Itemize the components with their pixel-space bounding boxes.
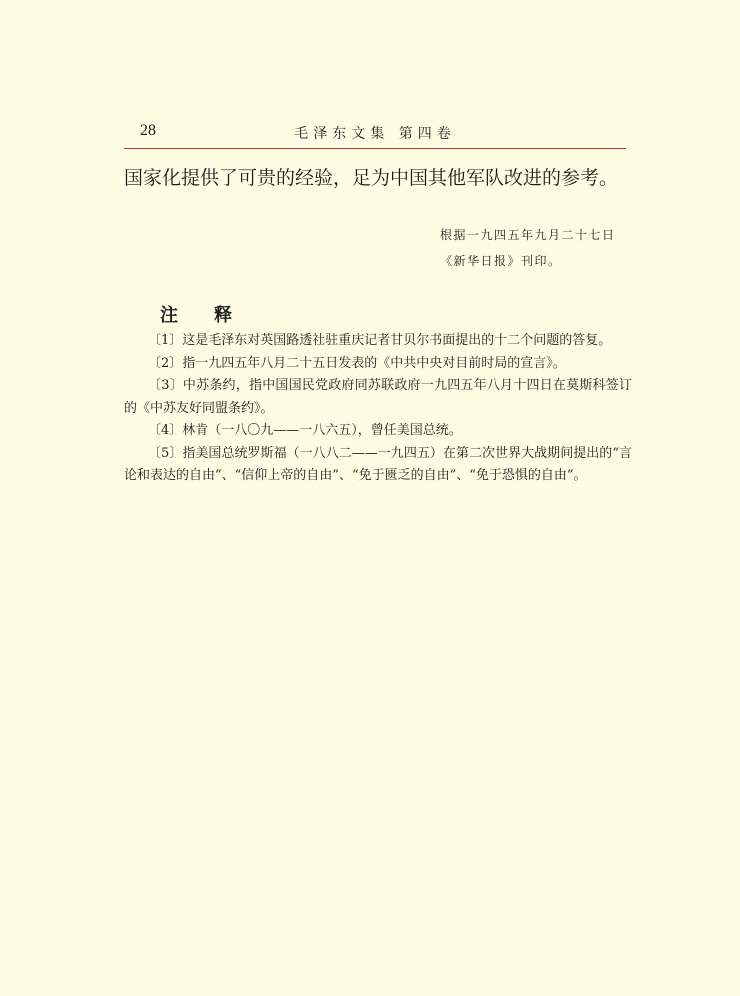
note-item-5: 〔5〕指美国总统罗斯福（一八八二——一九四五）在第二次世界大战期间提出的“言论和表达的自由”、“信仰上帝的自由”、“免于匮乏的自由”、“免于恐惧的自由”。 bbox=[124, 445, 632, 483]
source-line-2: 《新华日报》刊印。 bbox=[440, 254, 562, 268]
page-header bbox=[124, 120, 626, 146]
note-item-1: 〔1〕这是毛泽东对英国路透社驻重庆记者甘贝尔书面提出的十二个问题的答复。 bbox=[148, 333, 612, 348]
note-item-3: 〔3〕中苏条约，指中国国民党政府同苏联政府一九四五年八月十四日在莫斯科签订的《中苏友好同盟条约》。 bbox=[124, 378, 632, 416]
note-item-4: 〔4〕林肯（一八〇九——一八六五），曾任美国总统。 bbox=[148, 423, 462, 438]
source-citation bbox=[440, 222, 616, 274]
body-paragraph: 国家化提供了可贵的经验，足为中国其他军队改进的参考。 bbox=[124, 167, 619, 189]
notes-heading: 注释 bbox=[160, 305, 268, 326]
header-rule bbox=[124, 148, 626, 149]
notes-list bbox=[124, 330, 632, 488]
source-line-1: 根据一九四五年九月二十七日 bbox=[440, 228, 616, 242]
running-title: 毛泽东文集 第四卷 bbox=[294, 126, 456, 142]
page-number: 28 bbox=[140, 122, 156, 139]
note-item-2: 〔2〕指一九四五年八月二十五日发表的《中共中央对目前时局的宣言》。 bbox=[148, 355, 566, 371]
